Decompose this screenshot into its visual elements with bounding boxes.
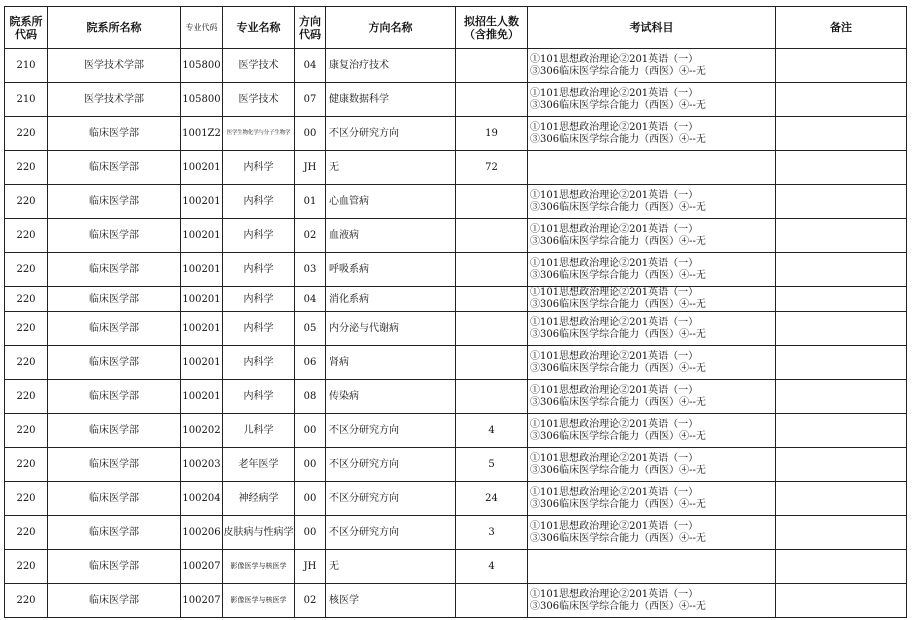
major-name-cell: 内科学	[223, 312, 295, 346]
exam-line: ③306临床医学综合能力（西医）④--无	[530, 201, 706, 213]
remarks-cell	[776, 219, 907, 253]
quota-cell: 72	[456, 151, 528, 185]
dept-name-cell: 临床医学部	[48, 346, 181, 380]
dept-name-cell: 临床医学部	[48, 185, 181, 219]
exam-line: ①101思想政治理论②201英语（一）	[530, 452, 699, 464]
dept-name-cell: 临床医学部	[48, 380, 181, 414]
table-row	[5, 516, 907, 550]
major-code-cell: 105800	[181, 83, 223, 117]
dir-name-cell: 血液病	[326, 219, 456, 253]
dept-code-cell: 220	[5, 185, 48, 219]
dept-code-cell: 220	[5, 219, 48, 253]
major-name-cell: 医学技术	[223, 49, 295, 83]
exam-line: ③306临床医学综合能力（西医）④--无	[530, 299, 706, 310]
quota-cell: 3	[456, 516, 528, 550]
table-row	[5, 253, 907, 287]
dept-code-cell: 220	[5, 482, 48, 516]
table-row	[5, 346, 907, 380]
major-name-cell: 儿科学	[223, 414, 295, 448]
dept-name-cell: 临床医学部	[48, 482, 181, 516]
dir-name-cell: 传染病	[326, 380, 456, 414]
dir-code-cell: 05	[295, 312, 326, 346]
quota-cell	[456, 287, 528, 312]
exam-cell	[528, 151, 776, 185]
quota-cell: 4	[456, 414, 528, 448]
quota-cell	[456, 49, 528, 83]
quota-cell	[456, 219, 528, 253]
dir-code-cell: 06	[295, 346, 326, 380]
dept-name-cell: 医学技术学部	[48, 83, 181, 117]
dept-code-cell: 220	[5, 516, 48, 550]
dir-code-cell: 00	[295, 117, 326, 151]
dept-code-cell: 220	[5, 584, 48, 618]
major-code-cell: 100201	[181, 253, 223, 287]
dept-code-cell: 220	[5, 151, 48, 185]
table-row	[5, 287, 907, 312]
table-row	[5, 380, 907, 414]
major-name-cell: 老年医学	[223, 448, 295, 482]
table-row	[5, 448, 907, 482]
major-name-cell: 内科学	[223, 219, 295, 253]
dir-name-cell: 心血管病	[326, 185, 456, 219]
exam-line: ①101思想政治理论②201英语（一）	[530, 257, 699, 269]
dir-code-cell: 04	[295, 287, 326, 312]
dir-code-cell: 00	[295, 516, 326, 550]
dir-code-cell: 08	[295, 380, 326, 414]
dept-name-cell: 临床医学部	[48, 151, 181, 185]
major-name-cell: 内科学	[223, 253, 295, 287]
table-row	[5, 584, 907, 618]
major-code-cell: 1001Z2	[181, 117, 223, 151]
header-major-name: 专业名称	[223, 7, 295, 49]
table-row	[5, 219, 907, 253]
exam-line: ③306临床医学综合能力（西医）④--无	[530, 65, 706, 77]
quota-cell	[456, 312, 528, 346]
remarks-cell	[776, 550, 907, 584]
header-remarks: 备注	[776, 7, 907, 49]
major-name-cell: 内科学	[223, 380, 295, 414]
dept-name-cell: 临床医学部	[48, 117, 181, 151]
header-dir-code: 方向 代码	[295, 7, 326, 49]
dept-name-cell: 临床医学部	[48, 516, 181, 550]
exam-line: ①101思想政治理论②201英语（一）	[530, 87, 699, 99]
table-row	[5, 414, 907, 448]
major-code-cell: 100201	[181, 312, 223, 346]
exam-line: ①101思想政治理论②201英语（一）	[530, 350, 699, 362]
major-code-cell: 100201	[181, 380, 223, 414]
table-row	[5, 550, 907, 584]
exam-cell	[528, 414, 776, 448]
remarks-cell	[776, 346, 907, 380]
major-code-cell: 100207	[181, 584, 223, 618]
exam-cell	[528, 83, 776, 117]
quota-cell: 5	[456, 448, 528, 482]
dept-code-cell: 210	[5, 83, 48, 117]
exam-line: ①101思想政治理论②201英语（一）	[530, 520, 699, 532]
remarks-cell	[776, 584, 907, 618]
table-row	[5, 83, 907, 117]
exam-cell	[528, 448, 776, 482]
dept-name-cell: 临床医学部	[48, 312, 181, 346]
dept-name-cell: 医学技术学部	[48, 49, 181, 83]
exam-line: ③306临床医学综合能力（西医）④--无	[530, 430, 706, 442]
dept-name-cell: 临床医学部	[48, 287, 181, 312]
header-dir-name: 方向名称	[326, 7, 456, 49]
dir-name-cell: 内分泌与代谢病	[326, 312, 456, 346]
remarks-cell	[776, 151, 907, 185]
dept-name-cell: 临床医学部	[48, 448, 181, 482]
major-code-cell: 100202	[181, 414, 223, 448]
dir-name-cell: 呼吸系病	[326, 253, 456, 287]
exam-line: ③306临床医学综合能力（西医）④--无	[530, 532, 706, 544]
major-name-cell: 影像医学与核医学	[223, 584, 295, 618]
exam-cell	[528, 287, 776, 312]
exam-line: ③306临床医学综合能力（西医）④--无	[530, 269, 706, 281]
table-row	[5, 49, 907, 83]
remarks-cell	[776, 117, 907, 151]
dept-code-cell: 220	[5, 448, 48, 482]
remarks-cell	[776, 49, 907, 83]
dir-name-cell: 不区分研究方向	[326, 448, 456, 482]
major-name-cell: 影像医学与核医学	[223, 550, 295, 584]
enrollment-table	[4, 6, 907, 618]
table-row	[5, 117, 907, 151]
exam-line: ①101思想政治理论②201英语（一）	[530, 223, 699, 235]
exam-cell	[528, 312, 776, 346]
exam-line: ①101思想政治理论②201英语（一）	[530, 316, 699, 328]
dept-code-cell: 220	[5, 346, 48, 380]
exam-line: ①101思想政治理论②201英语（一）	[530, 486, 699, 498]
major-code-cell: 100204	[181, 482, 223, 516]
remarks-cell	[776, 414, 907, 448]
exam-line: ①101思想政治理论②201英语（一）	[530, 588, 699, 600]
major-code-cell: 100201	[181, 346, 223, 380]
major-code-cell: 100201	[181, 287, 223, 312]
quota-cell	[456, 584, 528, 618]
major-code-cell: 100206	[181, 516, 223, 550]
major-name-cell: 内科学	[223, 287, 295, 312]
dept-code-cell: 220	[5, 380, 48, 414]
quota-cell	[456, 380, 528, 414]
remarks-cell	[776, 516, 907, 550]
exam-line: ③306临床医学综合能力（西医）④--无	[530, 328, 706, 340]
major-code-cell: 100201	[181, 219, 223, 253]
major-code-cell: 100201	[181, 185, 223, 219]
dir-code-cell: 03	[295, 253, 326, 287]
dir-name-cell: 核医学	[326, 584, 456, 618]
exam-cell	[528, 516, 776, 550]
dept-name-cell: 临床医学部	[48, 414, 181, 448]
dept-name-cell: 临床医学部	[48, 550, 181, 584]
dept-code-cell: 220	[5, 253, 48, 287]
exam-cell	[528, 185, 776, 219]
dir-code-cell: 02	[295, 584, 326, 618]
remarks-cell	[776, 482, 907, 516]
dir-name-cell: 无	[326, 151, 456, 185]
dept-code-cell: 220	[5, 287, 48, 312]
quota-cell: 24	[456, 482, 528, 516]
exam-line: ①101思想政治理论②201英语（一）	[530, 418, 699, 430]
dept-name-cell: 临床医学部	[48, 584, 181, 618]
quota-cell	[456, 346, 528, 380]
dept-code-cell: 220	[5, 312, 48, 346]
major-name-cell: 内科学	[223, 151, 295, 185]
dir-name-cell: 不区分研究方向	[326, 117, 456, 151]
header-major-code: 专业代码	[181, 7, 223, 49]
remarks-cell	[776, 380, 907, 414]
exam-cell	[528, 253, 776, 287]
remarks-cell	[776, 185, 907, 219]
exam-cell	[528, 584, 776, 618]
dir-name-cell: 不区分研究方向	[326, 482, 456, 516]
exam-line: ③306临床医学综合能力（西医）④--无	[530, 464, 706, 476]
exam-line: ③306临床医学综合能力（西医）④--无	[530, 600, 706, 612]
dir-code-cell: 02	[295, 219, 326, 253]
remarks-cell	[776, 287, 907, 312]
dir-code-cell: 00	[295, 414, 326, 448]
dir-name-cell: 不区分研究方向	[326, 414, 456, 448]
exam-cell	[528, 482, 776, 516]
exam-line: ③306临床医学综合能力（西医）④--无	[530, 133, 706, 145]
exam-cell	[528, 346, 776, 380]
major-name-cell: 神经病学	[223, 482, 295, 516]
table-row	[5, 312, 907, 346]
header-row	[5, 7, 907, 49]
remarks-cell	[776, 83, 907, 117]
dir-code-cell: JH	[295, 550, 326, 584]
dir-code-cell: 04	[295, 49, 326, 83]
header-quota: 拟招生人数 （含推免）	[456, 7, 528, 49]
major-name-cell: 医学技术	[223, 83, 295, 117]
remarks-cell	[776, 253, 907, 287]
dir-name-cell: 健康数据科学	[326, 83, 456, 117]
exam-line: ①101思想政治理论②201英语（一）	[530, 121, 699, 133]
major-code-cell: 105800	[181, 49, 223, 83]
table-body	[5, 49, 907, 618]
table-row	[5, 185, 907, 219]
dir-code-cell: 07	[295, 83, 326, 117]
major-code-cell: 100207	[181, 550, 223, 584]
table-row	[5, 151, 907, 185]
dir-name-cell: 消化系病	[326, 287, 456, 312]
dir-code-cell: JH	[295, 151, 326, 185]
exam-line: ①101思想政治理论②201英语（一）	[530, 53, 699, 65]
major-name-cell: 内科学	[223, 185, 295, 219]
header-dept-name: 院系所名称	[48, 7, 181, 49]
dept-code-cell: 220	[5, 550, 48, 584]
quota-cell: 19	[456, 117, 528, 151]
major-name-cell: 医学生物化学与分子生物学	[223, 117, 295, 151]
remarks-cell	[776, 448, 907, 482]
dept-code-cell: 220	[5, 414, 48, 448]
header-dept-code: 院系所 代码	[5, 7, 48, 49]
dept-code-cell: 220	[5, 117, 48, 151]
dept-code-cell: 210	[5, 49, 48, 83]
quota-cell	[456, 185, 528, 219]
exam-cell	[528, 380, 776, 414]
major-name-cell: 内科学	[223, 346, 295, 380]
exam-cell	[528, 117, 776, 151]
exam-cell	[528, 219, 776, 253]
exam-line: ③306临床医学综合能力（西医）④--无	[530, 396, 706, 408]
exam-line: ③306临床医学综合能力（西医）④--无	[530, 498, 706, 510]
table-row	[5, 482, 907, 516]
exam-line: ①101思想政治理论②201英语（一）	[530, 189, 699, 201]
major-name-cell: 皮肤病与性病学	[223, 516, 295, 550]
remarks-cell	[776, 312, 907, 346]
exam-cell	[528, 550, 776, 584]
dir-name-cell: 肾病	[326, 346, 456, 380]
dir-name-cell: 无	[326, 550, 456, 584]
quota-cell	[456, 253, 528, 287]
dir-name-cell: 不区分研究方向	[326, 516, 456, 550]
dir-name-cell: 康复治疗技术	[326, 49, 456, 83]
exam-line: ①101思想政治理论②201英语（一）	[530, 384, 699, 396]
dept-name-cell: 临床医学部	[48, 253, 181, 287]
header-exam: 考试科目	[528, 7, 776, 49]
exam-line: ③306临床医学综合能力（西医）④--无	[530, 235, 706, 247]
exam-line: ③306临床医学综合能力（西医）④--无	[530, 99, 706, 111]
exam-line: ③306临床医学综合能力（西医）④--无	[530, 362, 706, 374]
quota-cell	[456, 83, 528, 117]
major-code-cell: 100201	[181, 151, 223, 185]
dept-name-cell: 临床医学部	[48, 219, 181, 253]
major-code-cell: 100203	[181, 448, 223, 482]
exam-line: ①101思想政治理论②201英语（一）	[530, 287, 699, 298]
dir-code-cell: 00	[295, 448, 326, 482]
dir-code-cell: 00	[295, 482, 326, 516]
dir-code-cell: 01	[295, 185, 326, 219]
quota-cell: 4	[456, 550, 528, 584]
exam-cell	[528, 49, 776, 83]
